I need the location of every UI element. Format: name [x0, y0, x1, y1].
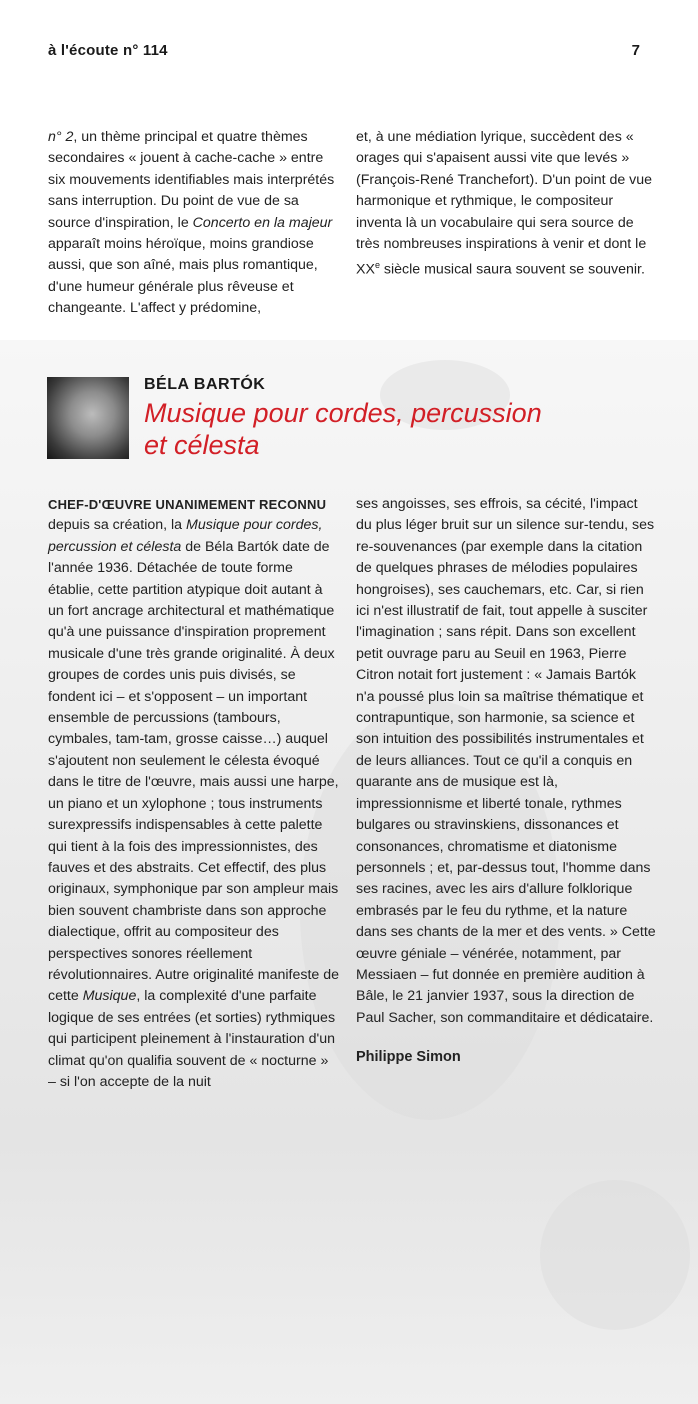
composer-portrait [47, 377, 129, 459]
background-shape [540, 1180, 690, 1330]
article-column-right [356, 494, 656, 1069]
article-paragraph-left: depuis sa création, la Musique pour cordes, percussion et célesta de Béla Bartók date de l'année 1936. Détachée de toute forme établie, cette partition atypique doit autant à un fort ancrage architectural et mathématique qu'à une puissance d'inspiration proprement musicale d'une très grande originalité. À deux groupes de cordes unis puis divisés, se fondent ici – et s'opposent – un important ensemble de percussions (tambours, cymbales, tam-tam, grosse caisse…) auquel s'ajoutent non seulement le célesta évoqué dans le titre de l'œuvre, mais aussi une harpe, un piano et un xylophone ; tous instruments surexpressifs indispensables à cette palette qui tient à la fois des impressionnistes, des fauves et des abstraits. Cet effectif, des plus originaux, symphonique par son ampleur mais bien souvent chambriste dans son approche dialectique, offrit au compositeur des perspectives sonores réellement révolutionnaires. Autre originalité manifeste de cette Musique, la complexité d'une parfaite logique de ses entrées (et sorties) rythmiques qui participent pleinement à l'instauration d'un climat qu'on qualifia souvent de « nocturne » – si l'on accepte de la nuit [48, 517, 340, 1090]
intro-column-left [48, 127, 340, 320]
article-paragraph-right: ses angoisses, ses effrois, sa cécité, l'impact du plus léger bruit sur un silence sur-tendu, ses re-souvenances (par exemple dans la citation de quelques phrases de mélodies populaires hongroises), ses cauchemars, etc. Car, si rien ici n'est illustratif de fait, tout appelle à susciter l'imagination ; sans répit. Dans son excellent petit ouvrage paru au Seuil en 1963, Pierre Citron notait fort justement : « Jamais Bartók n'a poussé plus loin sa maîtrise thématique et contrapuntique, son harmonie, sa science et son intuition des possibilités instrumentales et de leurs alliances. Tout ce qu'il a conquis en quarante ans de musique est là, impressionnisme et liberté tonale, rythmes bulgares ou stravinskiens, dissonances et consonances, chromatisme et diatonisme personnels ; et, par-dessus tout, l'homme dans ses racines, avec les airs d'allure folklorique embrasés par le feu du rythme, et la nature dans ses chants de la mer et des vents. » Cette œuvre géniale – vénérée, notamment, par Messiaen – fut donnée en première audition à Bâle, le 21 janvier 1937, sous la direction de Paul Sacher, son commanditaire et dédicataire. [356, 496, 656, 1026]
work-title [144, 397, 614, 461]
work-title-line-1: Musique pour cordes, percussion [144, 398, 542, 428]
composer-name: BÉLA BARTÓK [144, 376, 266, 393]
intro-paragraph-left: n° 2, un thème principal et quatre thèmes secondaires « jouent à cache-cache » entre six mouvements identifiables mais interprétés sans interruption. Du point de vue de sa source d'inspiration, le Concerto en la majeur apparaît moins héroïque, moins grandiose aussi, que son aîné, mais plus romantique, d'une humeur générale plus rêveuse et changeante. L'affect y prédomine, [48, 129, 335, 317]
running-head: à l'écoute n° 114 [48, 42, 168, 59]
page-number: 7 [631, 42, 640, 59]
article-lead: CHEF-D'ŒUVRE UNANIMEMENT RECONNU [48, 497, 327, 512]
article-author: Philippe Simon [356, 1049, 461, 1066]
article-column-left [48, 494, 340, 1093]
intro-paragraph-right: et, à une médiation lyrique, succèdent des « orages qui s'apaisent aussi vite que levés » (François-René Tranchefort). D'un point de vue harmonique et rythmique, le compositeur inventa là un vocabulaire qui sera source de très nombreuses inspirations à venir et dont le XXe siècle musical saura souvent se souvenir. [356, 129, 653, 279]
work-title-line-2: et célesta [144, 430, 260, 460]
intro-column-right [356, 127, 656, 282]
